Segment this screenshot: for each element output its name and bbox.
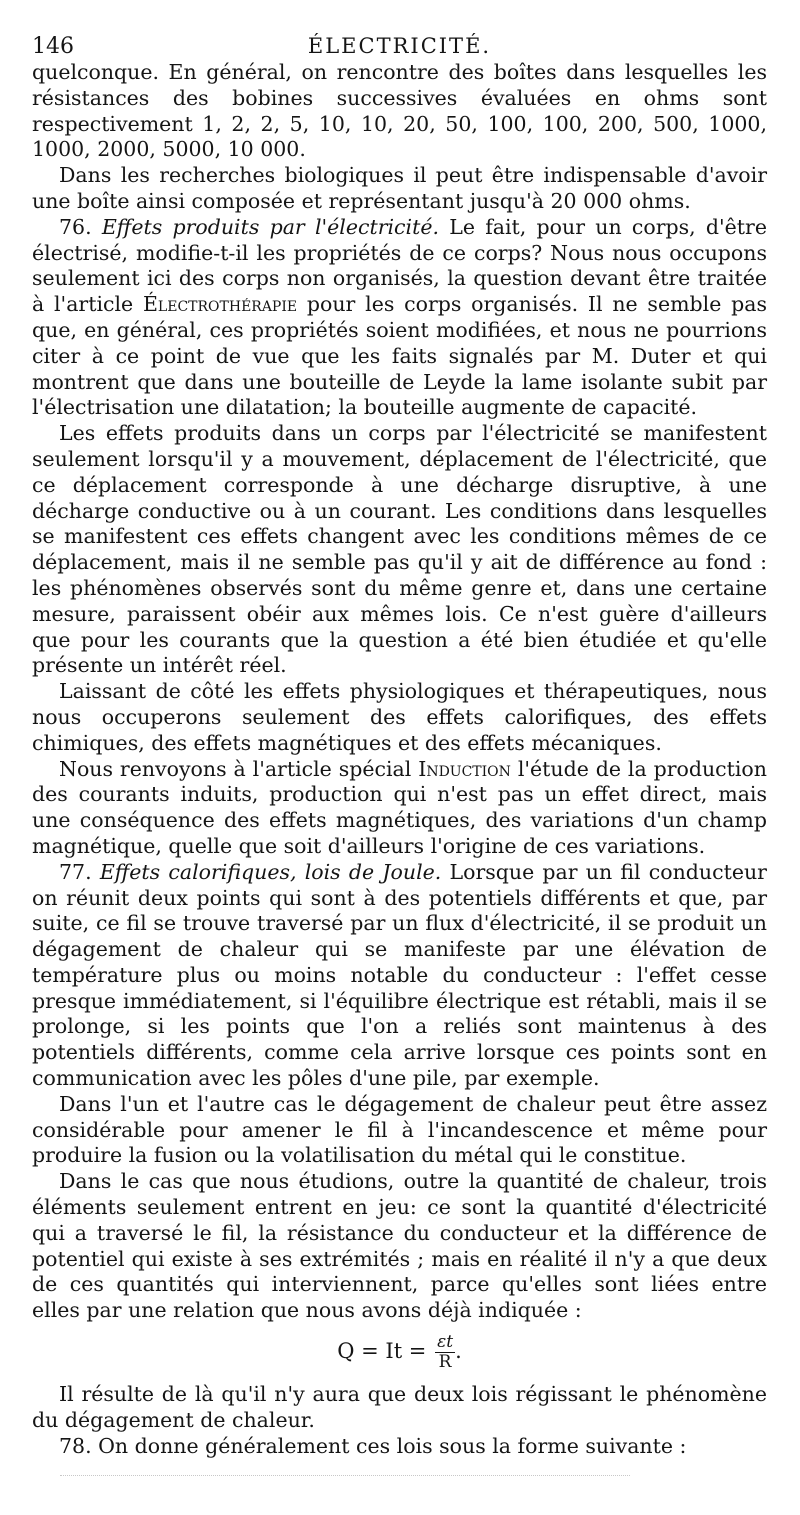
paragraph-10: Il résulte de là qu'il n'y aura que deux lois régissant le phénomène du dégagement de chaleur. xyxy=(32,1382,767,1432)
paragraph-5: Laissant de côté les effets physiologiques et thérapeutiques, nous nous occuperons seulement des effets calorifiques, des effets chimiques, des effets magnétiques et des effets mécaniques. xyxy=(32,679,767,755)
section-heading-76: Effets produits par l'électricité. xyxy=(101,214,439,239)
formula-numerator: εt xyxy=(437,1332,454,1353)
article-reference-induction: Induction xyxy=(418,756,511,781)
paragraph-6-text-a: Nous renvoyons à l'article spécial xyxy=(59,756,412,781)
formula-lhs: Q = It = xyxy=(337,1339,427,1364)
formula-joule xyxy=(32,1333,767,1372)
paragraph-4: Les effets produits dans un corps par l'électricité se manifestent seulement lorsqu'il y a mouvement, déplacement de l'électricité, que ce déplacement corresponde à une décharge disruptive, à une décharge conductive ou à un courant. Les conditions dans lesquelles se manifestent ces effets changent avec les conditions mêmes de ce déplacement, mais il ne semble pas qu'il y ait de différence au fond : les phénomènes observés sont du même genre et, dans une certaine mesure, paraissent obéir aux mêmes lois. Ce n'est guère d'ailleurs que pour les courants que la question a été bien étudiée et qu'elle présente un intérêt réel. xyxy=(32,421,767,678)
paragraph-9: Dans le cas que nous étudions, outre la quantité de chaleur, trois éléments seulement entrent en jeu: ce sont la quantité d'électricité qui a traversé le fil, la résistance du conducteur et la différence de potentiel qui existe à ses extrémités ; mais en réalité il n'y a que deux de ces quantités qui interviennent, parce qu'elles sont liées entre elles par une relation que nous avons déjà indiquée : xyxy=(32,1169,767,1323)
paragraph-78: 78. On donne généralement ces lois sous la forme suivante : xyxy=(59,1433,687,1458)
paragraph-6-text-b: l'étude de la production des courants induits, production qui n'est pas un effet direct, mais une conséquence des effets magnétiques, des variations d'un champ magnétique, quelle que soit d'ailleurs l'origine de ces variations. xyxy=(32,756,767,858)
formula-denominator: R xyxy=(438,1352,452,1373)
running-title: ÉLECTRICITÉ. xyxy=(307,34,492,58)
paragraph-2: Dans les recherches biologiques il peut être indispensable d'avoir une boîte ainsi composée et représentant jusqu'à 20 000 ohms. xyxy=(32,163,767,213)
page-number: 146 xyxy=(32,34,74,59)
page xyxy=(32,26,767,1459)
page-header xyxy=(32,26,767,60)
paragraph-76-text-b: pour les corps organisés. Il ne semble pas que, en général, ces propriétés soient modifiées, et nous ne pourrions citer à ce point de vue que les faits signalés par M. Duter et qui montrent que dans une bouteille de Leyde la lame isolante subit par l'électrisation une dilatation; la bouteille augmente de capacité. xyxy=(32,292,767,420)
paragraph-1: quelconque. En général, on rencontre des boîtes dans lesquelles les résistances des bobines successives évaluées en ohms sont respectivement 1, 2, 2, 5, 10, 10, 20, 50, 100, 100, 200, 500, 1000, 1000, 2000, 5000, 10 000. xyxy=(32,60,767,162)
paragraph-76 xyxy=(32,215,767,421)
section-number-77: 77. xyxy=(59,859,92,884)
paragraph-76-text-a: Le fait, pour un corps, d'être électrisé, modifie-t-il les propriétés de ce corps? Nous nous occupons seulement ici des corps non organisés, la question devant être traitée à l'article xyxy=(32,214,767,317)
paragraph-6 xyxy=(32,757,767,860)
formula-fraction xyxy=(435,1333,455,1372)
body-text xyxy=(32,60,767,1459)
paragraph-8: Dans l'un et l'autre cas le dégagement de chaleur peut être assez considérable pour amener le fil à l'incandescence et même pour produire la fusion ou la volatilisation du métal qui le constitue. xyxy=(32,1091,767,1168)
paragraph-77-text: Lorsque par un fil conducteur on réunit deux points qui sont à des potentiels différents et que, par suite, ce fil se trouve traversé par un flux d'électricité, il se produit un dégagement de chaleur qui se manifeste par une élévation de température plus ou moins notable du conducteur : l'effet cesse presque immédiatement, si l'équilibre électrique est rétabli, mais il se prolonge, si les points que l'on a reliés sont maintenus à des potentiels différents, comme cela arrive lorsque ces points sont en communication avec les pôles d'une pile, par exemple. xyxy=(32,859,767,1091)
article-reference-electrotherapie: Électrothérapie xyxy=(142,292,298,317)
formula-end: . xyxy=(455,1339,462,1364)
bleed-through-noise xyxy=(60,1475,630,1478)
section-heading-77: Effets calorifiques, lois de Joule. xyxy=(99,859,442,884)
paragraph-77 xyxy=(32,860,767,1092)
section-number-76: 76. xyxy=(59,214,92,239)
